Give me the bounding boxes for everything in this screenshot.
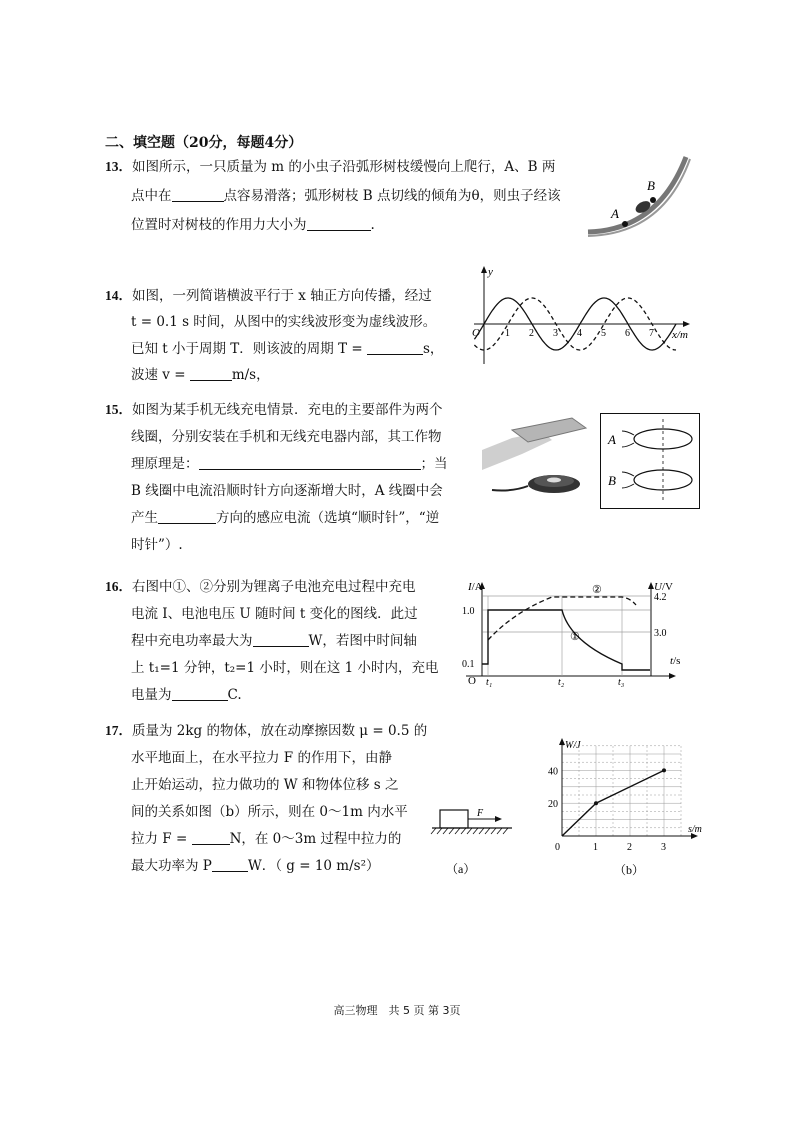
wave-tick-6: 6 [625,328,630,339]
voltage-3-0-label: 3.0 [654,628,667,639]
wave-tick-1: 1 [505,328,510,339]
coil-a-label: A [608,432,616,447]
coil-frame [601,414,700,509]
t2-label: t₂ [558,677,565,688]
voltage-4-2-label: 4.2 [654,592,667,603]
q15-line-3 [131,455,448,473]
q14-text-4a: 波速 v = [131,367,186,383]
q13-text-1: 如图所示，一只质量为 m 的小虫子沿弧形树枝缓慢向上爬行，A、B 两 [132,159,556,175]
wave-tick-3: 3 [553,328,558,339]
current-curve [482,610,650,670]
w-axis-label: W/J [565,740,581,751]
y-tick-20: 20 [548,799,558,811]
q15-line-1 [105,401,443,419]
q17-number: 17． [105,723,132,738]
q17-line-6 [131,857,380,875]
hatch-mark [485,828,490,834]
q17-line-2: 水平地面上，在水平拉力 F 的作用下，由静 [131,750,392,766]
q16-text-3a: 程中充电功率最大为 [131,633,253,649]
q13-text-3a: 位置时对树枝的作用力大小为 [131,217,307,233]
y-axis-label: y [488,266,493,278]
q13-text-2b: 点容易滑落；弧形树枝 B 点切线的倾角为θ，则虫子经该 [223,188,561,204]
origin-label: O [468,675,476,687]
q14-wave-graph [466,262,706,372]
work-point [662,768,666,772]
q13-line-1 [105,158,555,176]
q17-line-5 [131,830,401,848]
q15-blank-2[interactable] [158,510,216,524]
q16-text-1: 右图中①、②分别为锂离子电池充电过程中充电 [132,579,416,595]
y-tick-40: 40 [548,766,558,778]
q15-line-5 [131,509,439,527]
q13-blank-1[interactable] [172,188,224,202]
q17-block-figure [428,802,516,882]
q16-charge-graph [446,576,686,688]
x-tick-0: 0 [555,842,560,853]
hatch-mark [491,828,496,834]
q13-text-3b: . [370,217,375,233]
q17-work-graph [548,734,708,880]
q13-branch-figure [583,152,693,240]
x-axis-label: x/m [672,329,688,341]
wave-tick-2: 2 [529,328,534,339]
q17-blank-2[interactable] [212,858,248,872]
hatch-mark [473,828,478,834]
q13-number: 13． [105,159,132,174]
current-axis-label: I/A [468,581,483,593]
q14-text-3b: s， [423,341,444,357]
q17-line-3: 止开始运动，拉力做功的 W 和物体位移 s 之 [131,777,399,793]
q16-line-5 [131,686,242,704]
q16-line-4: 上 t₁=1 分钟，t₂=1 小时，则在这 1 小时内，充电 [131,660,439,676]
q14-blank-1[interactable] [367,341,423,355]
q13-line-3 [131,216,375,234]
q16-blank-2[interactable] [172,687,228,701]
wave-tick-4: 4 [577,328,582,339]
q16-line-1 [105,578,416,596]
q13-line-2 [131,187,561,205]
point-a-dot [622,221,628,227]
hatch-mark [443,828,448,834]
q16-text-5b: C. [227,687,242,703]
ground-hatching [431,828,508,834]
q16-blank-1[interactable] [253,633,309,647]
y-axis-arrow [481,266,487,273]
fig-a-caption: （a） [446,862,476,876]
q14-line-2: t = 0.1 s 时间，从图中的实线波形变为虚线波形。 [131,314,437,330]
q16-text-5a: 电量为 [131,687,172,703]
hatch-mark [497,828,502,834]
q14-text-1: 如图，一列简谐横波平行于 x 轴正方向传播，经过 [132,288,432,304]
q15-text-5a: 产生 [131,510,158,526]
q17-line-1 [105,722,427,740]
q15-coil-diagram [600,413,700,509]
q15-line-4: B 线圈中电流沿顺时针方向逐渐增大时，A 线圈中会 [131,483,443,499]
work-point [594,801,598,805]
q15-text-5b: 方向的感应电流（选填“顺时针”，“逆 [216,510,440,526]
q14-line-4 [131,366,270,384]
x-tick-3: 3 [661,842,666,853]
q13-blank-2[interactable] [307,217,371,231]
point-a-label: A [611,206,619,221]
section-title: 二、填空题（20分，每题4分） [105,135,303,151]
work-graph-ticks [548,766,666,853]
time-axis-label: t/s [670,655,681,667]
curve-1-marker: ① [570,631,580,643]
q16-number: 16． [105,579,132,594]
q17-blank-1[interactable] [192,831,230,845]
q14-number: 14． [105,288,132,303]
s-axis-label: s/m [688,824,702,835]
hatch-mark [503,828,508,834]
hatch-mark [437,828,442,834]
q14-line-3 [131,340,443,358]
q14-line-1 [105,287,432,305]
q15-text-3b: ；当 [420,456,448,472]
x-axis-arrow [683,321,690,327]
curve-2-marker: ② [592,584,602,596]
wave-tick-5: 5 [601,328,606,339]
q15-line-6: 时针”）. [131,537,183,553]
q17-text-1: 质量为 2kg 的物体，放在动摩擦因数 μ = 0.5 的 [132,723,428,739]
coil-b-label: B [608,473,616,488]
q15-number: 15． [105,402,132,417]
current-0-1-label: 0.1 [462,659,475,670]
x-tick-2: 2 [627,842,632,853]
q16-text-3b: W，若图中时间轴 [308,633,417,649]
q15-line-2: 线圈，分别安装在手机和无线充电器内部，其工作物 [131,429,442,445]
hatch-mark [479,828,484,834]
q17-line-4: 间的关系如图（b）所示，则在 0～1m 内水平 [131,804,408,820]
hatch-mark [455,828,460,834]
wave-tick-7: 7 [649,328,654,339]
force-label: F [477,808,484,819]
point-b-label: B [647,178,655,193]
t3-label: t₃ [618,677,625,688]
q17-text-5b: N，在 0～3m 过程中拉力的 [229,831,402,847]
hatch-mark [431,828,436,834]
t1-label: t₁ [486,677,493,688]
point-b-dot [650,197,656,203]
hatch-mark [449,828,454,834]
voltage-axis-label: U/V [654,581,673,593]
q16-line-3 [131,632,417,650]
q16-line-2: 电流 I、电池电压 U 随时间 t 变化的图线．此过 [131,606,418,622]
block [440,810,468,828]
q13-text-2a: 点中在 [131,188,172,204]
q17-text-6a: 最大功率为 P [131,858,212,874]
q17-text-5a: 拉力 F = [131,831,188,847]
q15-blank-1[interactable] [199,456,421,470]
hatch-mark [467,828,472,834]
q15-charging-photo [482,410,600,502]
origin-label: O [472,327,480,339]
page-footer: 高三物理 共 5 页 第 3页 [333,1004,461,1017]
q14-text-3a: 已知 t 小于周期 T．则该波的周期 T = [131,341,363,357]
x-tick-1: 1 [593,842,598,853]
q14-text-4b: m/s， [231,367,270,383]
branch-arc-shade [588,159,690,236]
q17-text-6b: W．（ g = 10 m/s²） [247,858,380,874]
fig-b-caption: （b） [614,863,645,877]
hatch-mark [461,828,466,834]
current-1-0-label: 1.0 [462,606,475,617]
q14-blank-2[interactable] [190,367,232,381]
q15-text-1: 如图为某手机无线充电情景．充电的主要部件为两个 [132,402,443,418]
q15-text-3a: 理原理是： [131,456,199,472]
